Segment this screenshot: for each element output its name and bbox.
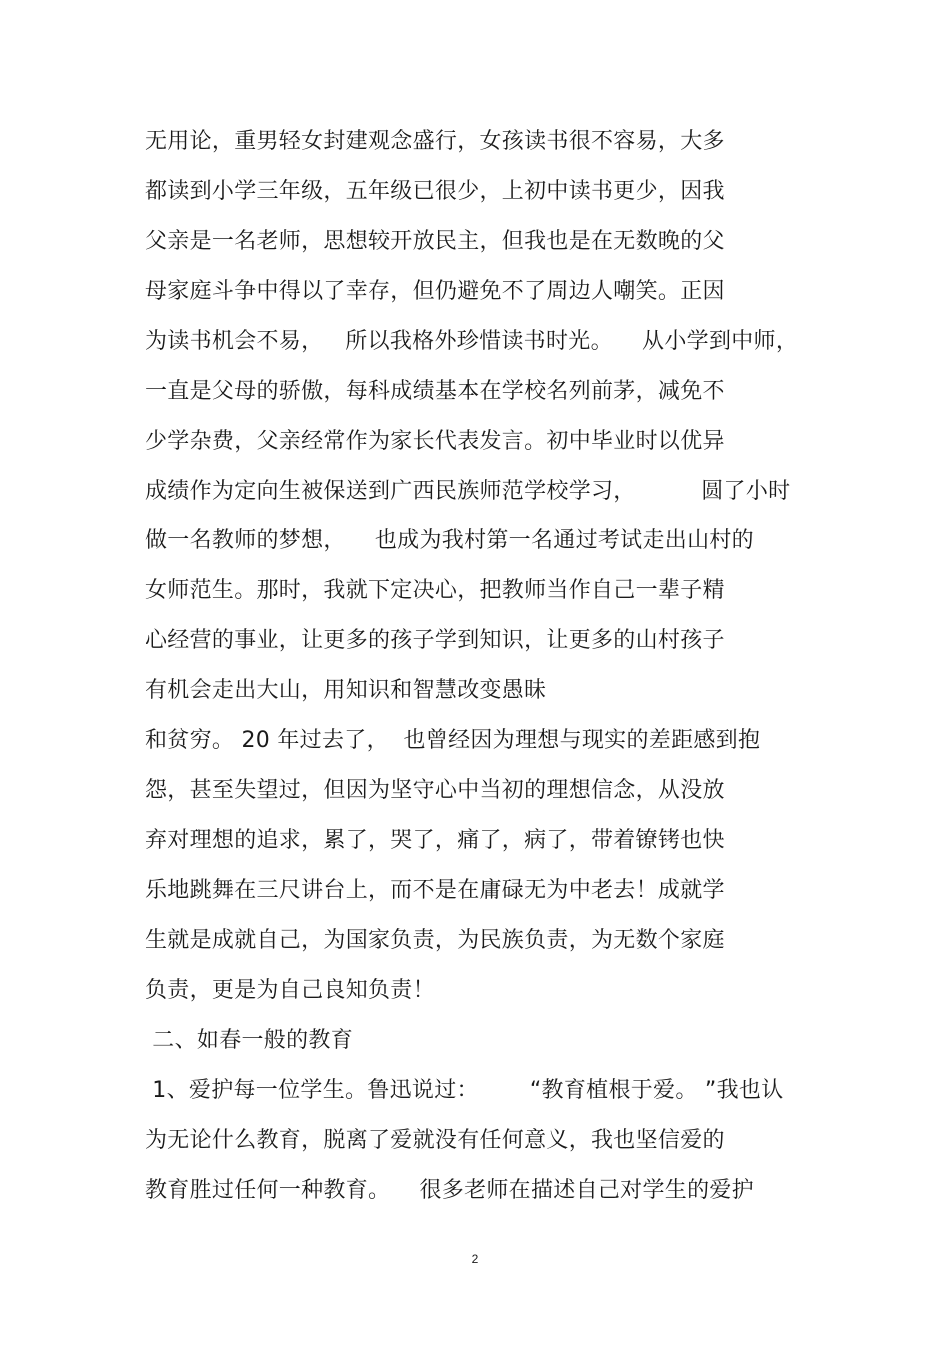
body-line: 教育胜过任何一种教育。 很多老师在描述自己对学生的爱护 <box>145 1178 754 1203</box>
body-line: 为读书机会不易， 所以我格外珍惜读书时光。 从小学到中师， <box>145 329 799 354</box>
body-line: 无用论，重男轻女封建观念盛行，女孩读书很不容易，大多 <box>145 129 725 154</box>
section-heading: 二、如春一般的教育 <box>145 1028 353 1053</box>
body-line: 成绩作为定向生被保送到广西民族师范学校学习， 圆了小时 <box>145 479 791 504</box>
body-line: 做一名教师的梦想， 也成为我村第一名通过考试走出山村的 <box>145 528 754 553</box>
body-line: 女师范生。那时，我就下定决心，把教师当作自己一辈子精 <box>145 578 725 603</box>
body-line: 弃对理想的追求，累了，哭了，痛了，病了，带着镣铐也快 <box>145 828 725 853</box>
page-number: 2 <box>471 1252 479 1266</box>
body-line: 父亲是一名老师，思想较开放民主，但我也是在无数晚的父 <box>145 229 725 254</box>
body-line: 心经营的事业，让更多的孩子学到知识，让更多的山村孩子 <box>145 628 725 653</box>
body-line: 母家庭斗争中得以了幸存，但仍避免不了周边人嘲笑。正因 <box>145 279 725 304</box>
body-line: 怨，甚至失望过，但因为坚守心中当初的理想信念，从没放 <box>145 778 725 803</box>
body-line: 有机会走出大山，用知识和智慧改变愚昧 <box>145 678 547 703</box>
body-line: 一直是父母的骄傲，每科成绩基本在学校名列前茅，减免不 <box>145 379 725 404</box>
body-line: 1、爱护每一位学生。鲁迅说过： “教育植根于爱。 ”我也认 <box>145 1078 784 1103</box>
body-line: 都读到小学三年级，五年级已很少，上初中读书更少，因我 <box>145 179 725 204</box>
body-line: 负责，更是为自己良知负责！ <box>145 978 435 1003</box>
body-line: 生就是成就自己，为国家负责，为民族负责，为无数个家庭 <box>145 928 725 953</box>
body-line: 少学杂费，父亲经常作为家长代表发言。初中毕业时以优异 <box>145 429 725 454</box>
body-line: 乐地跳舞在三尺讲台上，而不是在庸碌无为中老去！成就学 <box>145 878 725 903</box>
body-line: 为无论什么教育，脱离了爱就没有任何意义，我也坚信爱的 <box>145 1128 725 1153</box>
body-line: 和贫穷。 20 年过去了， 也曾经因为理想与现实的差距感到抱 <box>145 728 761 753</box>
